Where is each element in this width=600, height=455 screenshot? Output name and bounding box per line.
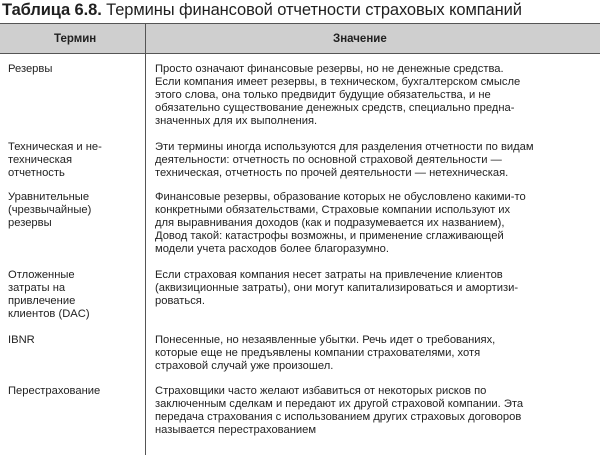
meaning-cell: [155, 191, 595, 256]
meaning-cell: [155, 334, 595, 373]
meaning-line: (аквизиционные затраты), они могут капитализироваться и амортизи-: [155, 282, 519, 295]
term-line: затраты на: [8, 282, 66, 295]
meaning-line: конкретными обязательствами, Страховые компании используют их: [155, 204, 511, 217]
term-line: резервы: [8, 217, 52, 230]
term-line: клиентов (DAC): [8, 308, 90, 321]
header-term: Термин: [54, 32, 97, 45]
column-divider: [145, 24, 146, 455]
meaning-line: называется перестрахованием: [155, 424, 317, 437]
meaning-line: Финансовые резервы, образование которых не обусловлено какими-то: [155, 191, 526, 203]
meaning-cell: [155, 63, 595, 128]
meaning-cell: [155, 269, 595, 308]
term-line: (чрезвычайные): [8, 204, 92, 217]
term-line: техническая: [8, 154, 73, 167]
meaning-line: Эти термины иногда используются для разделения отчетности по видам: [155, 141, 534, 153]
term-line: отчетность: [8, 167, 65, 180]
meaning-line: страховой случай уже произошел.: [155, 360, 334, 373]
table-title: [2, 0, 522, 20]
meaning-line: деятельности: отчетность по основной страховой деятельности —: [155, 154, 502, 167]
term-cell: [8, 385, 138, 398]
term-cell: [8, 141, 138, 180]
meaning-line: Понесенные, но незаявленные убытки. Речь идет о требованиях,: [155, 334, 496, 346]
term-line: Отложенные: [8, 269, 75, 281]
meaning-line: обязательно существование денежных средств, специально предна-: [155, 102, 515, 115]
meaning-cell: [155, 141, 595, 180]
term-line: Резервы: [8, 63, 53, 75]
term-cell: [8, 63, 138, 76]
meaning-line: этого слова, она только предвидит будущие обязательства, и не: [155, 89, 491, 102]
meaning-line: Если страховая компания несет затраты на привлечение клиентов: [155, 269, 503, 281]
term-line: привлечение: [8, 295, 76, 308]
meaning-cell: [155, 385, 595, 437]
meaning-line: значенных для их выполнения.: [155, 115, 318, 128]
meaning-line: передача страхования с использованием других страховых договоров: [155, 411, 522, 424]
table-number: Таблица 6.8.: [2, 1, 102, 19]
meaning-line: модели учета расходов более благоразумно.: [155, 243, 389, 256]
meaning-line: Страховщики часто желают избавиться от некоторых рисков по: [155, 385, 487, 397]
term-cell: [8, 269, 138, 321]
header-meaning: Значение: [333, 32, 387, 45]
table-caption: Термины финансовой отчетности страховых компаний: [101, 1, 522, 19]
term-cell: [8, 191, 138, 230]
term-line: Перестрахование: [8, 385, 101, 397]
term-line: IBNR: [8, 334, 35, 346]
meaning-line: которые еще не предъявлены компании страхователями, хотя: [155, 347, 481, 360]
table-header: [0, 24, 600, 54]
term-line: Уравнительные: [8, 191, 90, 203]
meaning-line: для выравнивания доходов (как и подразумевается их названием),: [155, 217, 505, 230]
meaning-line: роваться.: [155, 295, 205, 308]
term-line: Техническая и не-: [8, 141, 102, 153]
terms-table: [0, 23, 600, 454]
meaning-line: Если компания имеет резервы, в техническом, бухгалтерском смысле: [155, 76, 521, 89]
term-cell: [8, 334, 138, 347]
meaning-line: заключенным сделкам и передают их другой страховой компании. Эта: [155, 398, 524, 411]
meaning-line: Просто означают финансовые резервы, но не денежные средства.: [155, 63, 504, 75]
meaning-line: Довод такой: катастрофы возможны, и применение сглаживающей: [155, 230, 504, 243]
meaning-line: техническая, отчетность по прочей деятельности — нетехническая.: [155, 167, 509, 180]
